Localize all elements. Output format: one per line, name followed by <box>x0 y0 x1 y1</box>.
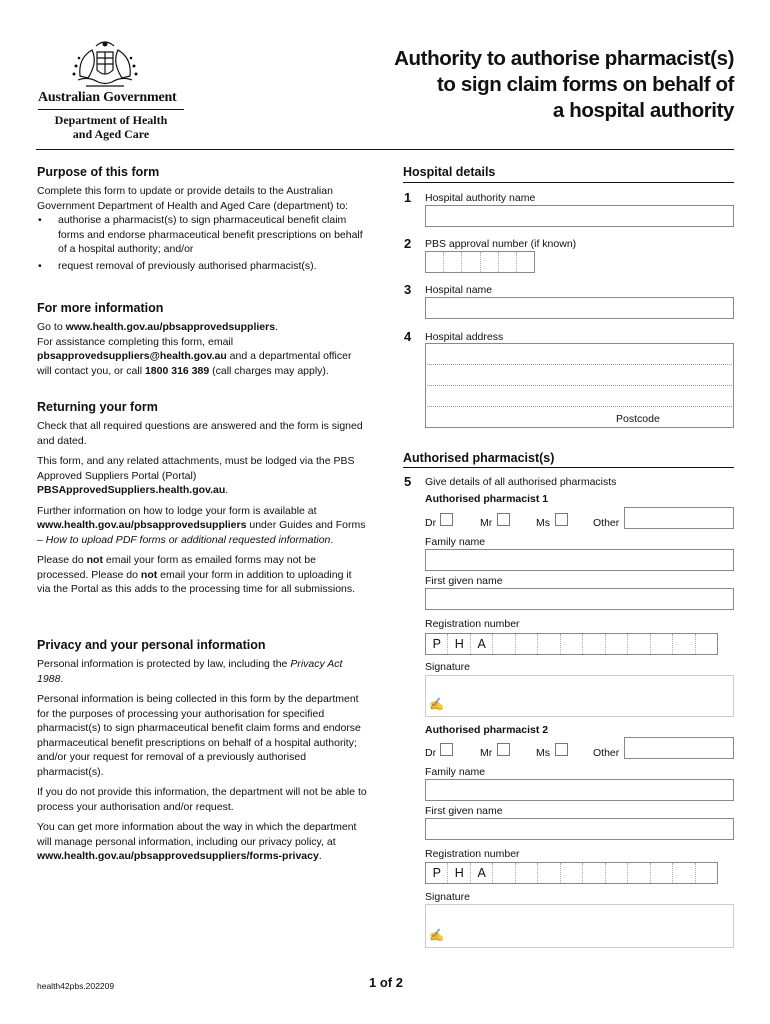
q2-number: 2 <box>404 236 412 251</box>
more-info-section <box>37 300 367 378</box>
pharmacist-1-heading: Authorised pharmacist 1 <box>425 493 549 505</box>
title-ms-checkbox[interactable] <box>555 743 568 756</box>
hospital-divider <box>403 182 734 183</box>
page-number: 1 of 2 <box>369 975 403 990</box>
signature-pen-icon: ✍ <box>429 928 444 942</box>
purpose-heading: Purpose of this form <box>37 165 160 179</box>
coat-of-arms-logo <box>70 36 140 92</box>
form-code: health42pbs.202209 <box>37 981 115 991</box>
pharmacists-heading: Authorised pharmacist(s) <box>403 451 555 465</box>
first-name-label: First given name <box>425 575 503 587</box>
q5-number: 5 <box>404 474 412 489</box>
q1-number: 1 <box>404 190 412 205</box>
title-mr-label: Mr <box>480 517 493 529</box>
pharmacist-2-first-name-input[interactable] <box>425 818 734 840</box>
reg-number-label: Registration number <box>425 618 520 630</box>
address-line <box>425 364 734 365</box>
title-mr-checkbox[interactable] <box>497 743 510 756</box>
pharmacist-2-signature-box[interactable] <box>425 904 734 948</box>
signature-label: Signature <box>425 661 470 673</box>
purpose-section <box>37 164 367 273</box>
portal-link[interactable]: PBSApprovedSuppliers.health.gov.au <box>37 484 226 496</box>
privacy-section <box>37 637 367 864</box>
q4-label: Hospital address <box>425 331 504 343</box>
guides-link[interactable]: www.health.gov.au/pbsapprovedsuppliers <box>37 519 247 531</box>
pharmacist-1-signature-box[interactable] <box>425 675 734 717</box>
phone-number: 1800 316 389 <box>144 364 210 377</box>
family-name-label: Family name <box>425 536 486 548</box>
pbs-approval-number-input[interactable] <box>425 251 535 273</box>
pharmacists-divider <box>403 467 734 468</box>
reg-number-label: Registration number <box>425 848 520 860</box>
q1-label: Hospital authority name <box>425 192 536 204</box>
hospital-authority-name-input[interactable] <box>425 205 734 227</box>
title-dr-label: Dr <box>425 517 437 529</box>
title-dr-checkbox[interactable] <box>440 513 453 526</box>
returning-heading: Returning your form <box>37 400 158 414</box>
privacy-link[interactable]: www.health.gov.au/pbsapprovedsuppliers/forms-privacy <box>37 850 319 862</box>
q3-label: Hospital name <box>425 284 493 296</box>
returning-p4: Please do not email your form as emailed forms may not be processed. Please do not email your form in addition to uploading it via the Portal as this adds to the processing time for all submissions. <box>37 554 356 595</box>
returning-p3: Further information on how to lodge your form is available at www.health.gov.au/pbsapprovedsuppliers under Guides and Forms – How to upload PDF forms or additional requested information. <box>37 504 366 546</box>
returning-p1: Check that all required questions are answered and the form is signed and dated. <box>37 420 363 447</box>
q3-number: 3 <box>404 282 412 297</box>
purpose-bullet: • request removal of previously authorised pharmacist(s). <box>37 259 367 274</box>
title-mr-checkbox[interactable] <box>497 513 510 526</box>
hospital-name-input[interactable] <box>425 297 734 319</box>
gov-name: Australian Government <box>38 90 177 105</box>
first-name-label: First given name <box>425 805 503 817</box>
pbs-link[interactable]: www.health.gov.au/pbsapprovedsuppliers <box>65 321 276 333</box>
form-title: Authority to authorise pharmacist(s) to sign claim forms on behalf of a hospital authority <box>394 47 734 122</box>
dept-name: Department of Health and Aged Care <box>54 113 168 141</box>
family-name-label: Family name <box>425 766 486 778</box>
signature-label: Signature <box>425 891 470 903</box>
more-info-heading: For more information <box>37 301 164 315</box>
title-other-label: Other <box>593 747 620 759</box>
pharmacist-2-heading: Authorised pharmacist 2 <box>425 724 549 736</box>
pharmacist-1-family-name-input[interactable] <box>425 549 734 571</box>
pharmacist-2-family-name-input[interactable] <box>425 779 734 801</box>
privacy-p3: If you do not provide this information, the department will not be able to process your authorisation and/or request. <box>37 786 367 813</box>
privacy-p1: Personal information is protected by law, including the Privacy Act 1988. <box>37 658 343 685</box>
privacy-heading: Privacy and your personal information <box>37 638 266 652</box>
postcode-label: Postcode <box>616 413 660 425</box>
purpose-bullets <box>37 213 367 273</box>
gov-divider <box>38 109 184 110</box>
address-line <box>425 406 734 407</box>
title-ms-label: Ms <box>536 747 550 759</box>
title-other-label: Other <box>593 517 620 529</box>
q5-label: Give details of all authorised pharmacists <box>425 476 617 488</box>
header-divider <box>36 149 734 150</box>
q4-number: 4 <box>404 329 412 344</box>
title-other-input[interactable] <box>624 737 734 759</box>
title-ms-label: Ms <box>536 517 550 529</box>
purpose-intro: Complete this form to update or provide details to the Australian Government Department of Health and Aged Care (department) to: <box>37 185 349 212</box>
pharmacist-1-registration-input[interactable]: P H A <box>425 633 718 655</box>
returning-section <box>37 399 367 597</box>
privacy-p4: You can get more information about the way in which the department will manage personal information, including our privacy policy, at www.health.gov.au/pbsapprovedsuppliers/forms-privacy. <box>37 821 357 862</box>
more-info-text: Go to www.health.gov.au/pbsapprovedsuppliers. For assistance completing this form, email pbsapprovedsuppliers@health.gov.au and a departmental officer will contact you, or call 1800 316 389 (call charges may apply). <box>37 321 352 377</box>
address-line <box>425 385 734 386</box>
returning-p2: This form, and any related attachments, must be lodged via the PBS Approved Suppliers Portal (Portal) PBSApprovedSuppliers.health.gov.au. <box>37 455 355 496</box>
title-other-input[interactable] <box>624 507 734 529</box>
title-ms-checkbox[interactable] <box>555 513 568 526</box>
privacy-p2: Personal information is being collected in this form by the department for the purposes of processing your authorisation for specified pharmacist(s) to sign pharmaceutical benefit claim forms and endorse pharmaceutical benefit prescriptions on behalf of a hospital authority; and/or your request for removal of a previously authorised pharmacist(s). <box>37 693 361 778</box>
purpose-bullet: • authorise a pharmacist(s) to sign pharmaceutical benefit claim forms and endorse pharmaceutical benefit prescriptions on behalf of a hospital authority; and/or <box>37 213 367 257</box>
title-dr-label: Dr <box>425 747 437 759</box>
title-dr-checkbox[interactable] <box>440 743 453 756</box>
q2-label: PBS approval number (if known) <box>425 238 577 250</box>
email-link[interactable]: pbsapprovedsuppliers@health.gov.au <box>37 350 227 362</box>
pharmacist-2-registration-input[interactable]: P H A <box>425 862 718 884</box>
pharmacist-1-first-name-input[interactable] <box>425 588 734 610</box>
title-mr-label: Mr <box>480 747 493 759</box>
signature-pen-icon: ✍ <box>429 697 444 711</box>
hospital-heading: Hospital details <box>403 165 496 179</box>
